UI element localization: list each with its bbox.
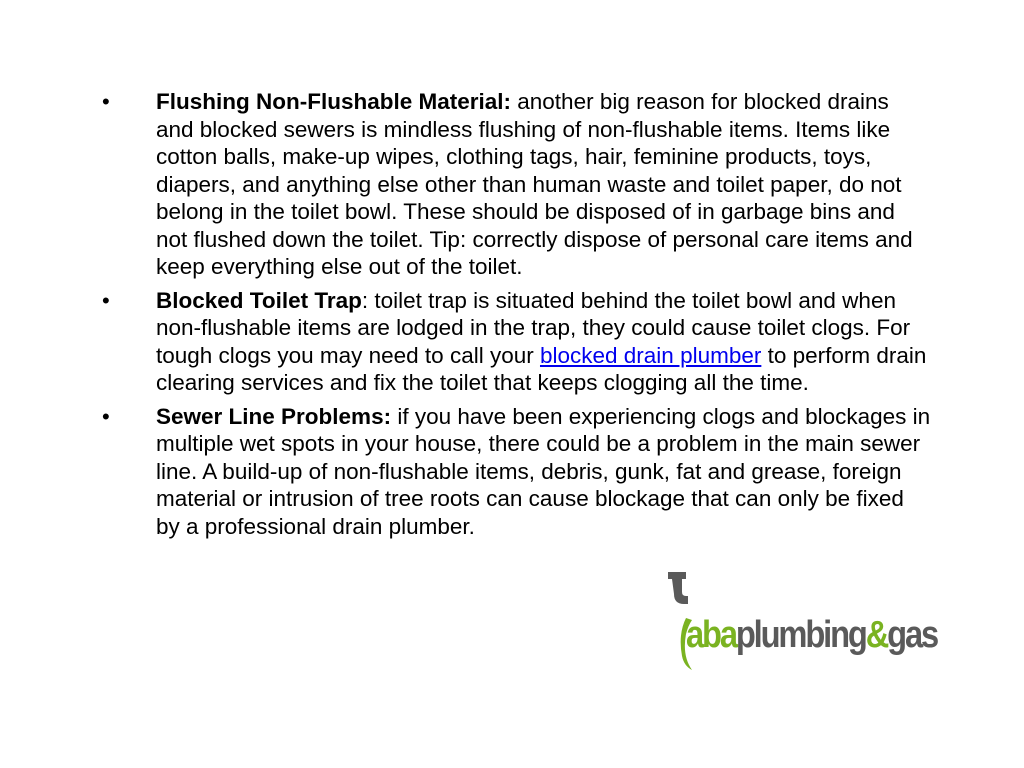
bullet-marker: • <box>102 287 110 313</box>
logo-ampersand: & <box>865 614 888 656</box>
bullet-title: Sewer Line Problems: <box>156 403 392 429</box>
bullet-text: if you have been experiencing clogs and blockages in multiple wet spots in your house, there could be a problem in the main sewer line. A build-up of non-flushable items, debris, gunk, fat and grease, foreign material or intrusion of tree roots can cause blockage that can only be fixed by a professional drain plumber. <box>156 403 931 539</box>
bullet-text: to perform drain clearing services and fix the toilet that keeps clogging all the time. <box>156 342 927 395</box>
bullet-item-flushing <box>102 88 932 281</box>
bullet-text: another big reason for blocked drains and blocked sewers is mindless flushing of non-flushable items. Items like cotton balls, make-up wipes, clothing tags, hair, feminine products, toys, diapers, and anything else other than human waste and toilet paper, do not belong in the toilet bowl. These should be disposed of in garbage bins and not flushed down the toilet. Tip: correctly dispose of personal care items and keep everything else out of the toilet. <box>156 89 913 279</box>
bullet-text: : toilet trap is situated behind the toilet bowl and when non-flushable items are lodged in the trap, they could cause toilet clogs. For tough clogs you may need to call your <box>156 287 911 368</box>
bullet-title: Blocked Toilet Trap <box>156 287 362 313</box>
bullet-item-sewer-line <box>102 403 932 541</box>
logo-wordmark <box>686 616 937 654</box>
logo-gas: gas <box>887 614 938 656</box>
logo-aba: aba <box>686 614 736 656</box>
aba-plumbing-gas-logo <box>668 572 938 682</box>
bullet-marker: • <box>102 403 110 429</box>
bullet-title: Flushing Non-Flushable Material: <box>156 89 512 114</box>
bullet-marker: • <box>102 89 110 114</box>
blocked-drain-plumber-link[interactable]: blocked drain plumber <box>539 342 762 368</box>
logo-plumbing: plumbing <box>735 614 866 656</box>
bullet-list <box>102 88 932 546</box>
bullet-item-toilet-trap <box>102 287 932 397</box>
